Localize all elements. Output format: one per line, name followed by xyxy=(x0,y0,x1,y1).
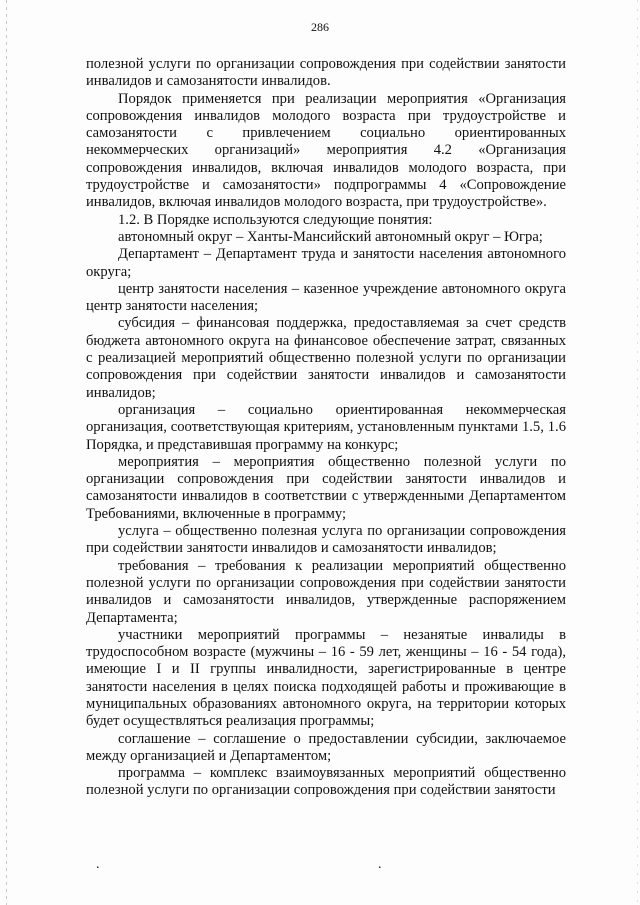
definition-department: Департамент – Департамент труда и занятости населения автономного округа; xyxy=(86,246,566,280)
definition-subsidy: субсидия – финансовая поддержка, предоставляемая за счет средств бюджета автономного округа на финансовое обеспечение затрат, связанных с реализацией мероприятий общественно полезной услуги по организации сопровождения при содействии занятости инвалидов и самозанятости инвалидов; xyxy=(86,315,566,401)
definition-service: услуга – общественно полезная услуга по организации сопровождения при содействии занятости инвалидов и самозанятости инвалидов; xyxy=(86,523,566,557)
paragraph-continuation: полезной услуги по организации сопровождения при содействии занятости инвалидов и самозанятости инвалидов. xyxy=(86,56,566,90)
definition-activities: мероприятия – мероприятия общественно полезной услуги по организации сопровождения при содействии занятости инвалидов и самозанятости инвалидов в соответствии с утвержденными Департаментом Требованиями, включенные в программу; xyxy=(86,453,566,522)
scan-edge-right xyxy=(637,0,638,905)
paragraph-definitions-intro: 1.2. В Порядке используются следующие понятия: xyxy=(118,211,433,228)
definition-employment-center: центр занятости населения – казенное учреждение автономного округа центр занятости населения; xyxy=(86,280,566,315)
scan-edge-left xyxy=(6,0,7,905)
document-body xyxy=(86,56,566,800)
footer-mark-right: . xyxy=(378,857,382,872)
definition-program: программа – комплекс взаимоувязанных мероприятий общественно полезной услуги по организации сопровождения при содействии занятости xyxy=(86,765,566,799)
page-number: 286 xyxy=(311,20,329,34)
definition-participants: участники мероприятий программы – незанятые инвалиды в трудоспособном возрасте (мужчины – 16 - 59 лет, женщины – 16 - 54 года), имеющие I и II группы инвалидности, зарегистрированные в центре занятости населения в целях поиска подходящей работы и проживающие в муниципальных образованиях автономного округа, на территории которых будет осуществляться реализация программы; xyxy=(86,626,566,730)
definition-organization: организация – социально ориентированная некоммерческая организация, соответствующая критериям, установленным пунктами 1.5, 1.6 Порядка, и представившая программу на конкурс; xyxy=(86,401,566,453)
definition-requirements: требования – требования к реализации мероприятий общественно полезной услуги по организации сопровождения при содействии занятости инвалидов и самозанятости инвалидов, утвержденные распоряжением Департамента; xyxy=(86,557,566,626)
definition-agreement: соглашение – соглашение о предоставлении субсидии, заключаемое между организацией и Департаментом; xyxy=(86,730,566,764)
paragraph-scope: Порядок применяется при реализации мероприятия «Организация сопровождения инвалидов молодого возраста при трудоустройстве и самозанятости с привлечением социально ориентированных некоммерческих организаций» мероприятия 4.2 «Организация сопровождения инвалидов, включая инвалидов молодого возраста, при трудоустройстве и самозанятости» подпрограммы 4 «Сопровождение инвалидов, включая инвалидов молодого возраста, при трудоустройстве». xyxy=(86,90,566,211)
definition-autonomous-okrug: автономный округ – Ханты-Мансийский автономный округ – Югра; xyxy=(118,228,543,245)
footer-mark-left: . xyxy=(96,857,100,872)
